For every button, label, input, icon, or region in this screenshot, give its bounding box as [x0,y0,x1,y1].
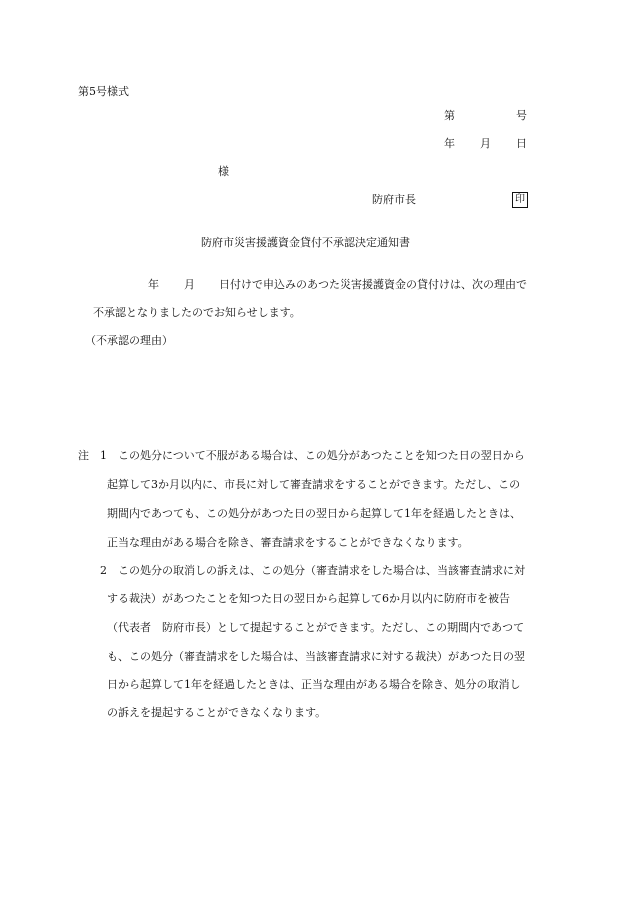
date-month: 月 [480,137,491,150]
note-1-number: 1 [100,449,107,462]
body-line-1: 日付けで申込みのあつた災害援護資金の貸付けは、次の理由で [219,278,527,291]
ref-number-prefix: 第 [444,109,455,122]
body-month: 月 [184,278,195,291]
note-2-number: 2 [100,564,107,577]
note-2-line: この処分の取消しの訴えは、この処分（審査請求をした場合は、当該審査請求に対 [118,564,525,577]
note-1-line: 期間内であつても、この処分があつた日の翌日から起算して1年を経過したときは、 [107,507,521,520]
note-2-line: も、この処分（審査請求をした場合は、当該審査請求に対する裁決）があつた日の翌 [107,650,525,663]
note-2-line: （代表者 防府市長）として提起することができます。ただし、この期間内であつて [107,621,525,634]
note-2-line: の訴えを提起することができなくなります。 [107,706,327,719]
reason-heading: （不承認の理由） [85,334,173,347]
note-2-line: 日から起算して1年を経過したときは、正当な理由がある場合を除き、処分の取消し [107,678,521,691]
date-day: 日 [516,137,527,150]
note-1-line: 正当な理由がある場合を除き、審査請求をすることができなくなります。 [107,536,469,549]
date-year: 年 [444,137,455,150]
note-2-line: する裁決）があつたことを知つた日の翌日から起算して6か月以内に防府市を被告 [107,592,510,605]
body-year: 年 [148,278,159,291]
note-1-line: 起算して3か月以内に、市長に対して審査請求をすることができます。ただし、この [107,478,521,491]
note-1-line: この処分について不服がある場合は、この処分があつたことを知つた日の翌日から [118,449,525,462]
notes-label: 注 [78,449,89,462]
seal-mark: 印 [512,192,528,208]
issuer-name: 防府市長 [372,193,416,206]
document-title: 防府市災害援護資金貸付不承認決定通知書 [201,236,410,249]
form-number: 第5号様式 [78,85,129,98]
ref-number-suffix: 号 [516,109,527,122]
addressee-suffix: 様 [218,165,229,178]
body-line-2: 不承認となりましたのでお知らせします。 [93,306,301,319]
